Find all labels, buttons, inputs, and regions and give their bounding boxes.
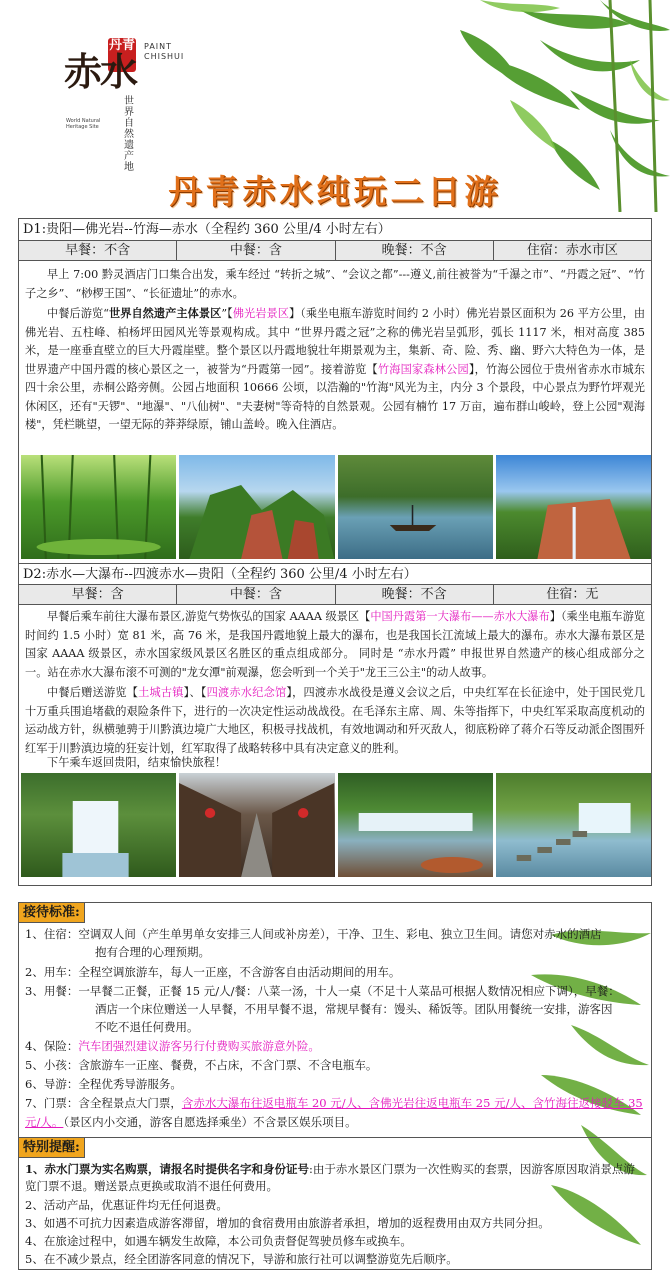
service-item-lodging [25,925,645,944]
day1-lodging: 住宿：赤水市区 [526,243,618,258]
item-text: 空调双人间（产生单男单女安排三人间或补房差），干净、卫生、彩电、独立卫生间。请您对赤水的酒店 [78,927,602,941]
logo-main-text: 赤水 [64,49,137,94]
chishui-logo-icon [62,38,185,173]
service-item-meals-cont: 酒店一个床位赠送一人早餐，不用早餐不退，常规早餐有：馒头、稀饭等。团队用餐统一安排，游客因 [95,1002,613,1016]
logo-seal: 丹青 [108,38,136,72]
highlight-foguangyan: 佛光岩景区 [232,307,289,320]
day1-dinner: 晚餐：不含 [336,241,494,260]
text-span: 】（乘坐电瓶车游览时间约 2 小时）佛光岩景区面积为 26 平方公里，由佛光岩、五柱峰、柏杨坪田园风光等景观构成。其中 “世界丹霞之冠”之称的佛光岩呈弧形，弧长 1117 米，相对高度 385 米，是一座垂直壁立的巨大丹霞崖壁。整个景区以丹霞地貌壮年期景观为主，集新、奇、险、秀、幽、野六大特色为一体，是世界遗产中国丹霞的核心景区之一，被誉为“丹霞第一园”。接着游览【 [25,307,646,376]
ancient-street-photo [179,773,334,877]
logo-subtitle: World Natural Heritage Site [66,118,101,130]
item-text: （景区内小交通，游客自愿选择乘坐）不含景区娱乐项目。 [63,1114,357,1129]
text-span: 】（乘坐电瓶车游览时间约 1.5 小时）宽 81 米，高 76 米，是我国丹霞地貌上最大的瀑布，也是我国长江流域上最大的瀑布。赤水大瀑布景区是国家 AAAA 级景区，赤水国家级风景区名胜区的重点组成部分。 同时是 “赤水丹霞” 申报世界自然遗产的核心组成部分之一。站在赤水大瀑布滚不可测的"龙女潭"前观瀑，您会听到一个关于"龙王三公主"的动人故事。 [25,610,645,679]
waterfall-photo [21,773,176,877]
day1-lunch: 中餐：含 [177,241,335,260]
notice-text: :由于赤水景区门票为一次性购买的套票，因游客原因取消景点游览门票不退。赠送景点更换或取消不退任何费用。 [25,1162,635,1193]
highlight-tucheng: 土城古镇 [138,686,184,699]
item-text: 含全程景点大门票， [78,1096,182,1110]
notice-item-5: 5、在不减少景点，经全团游客同意的情况下，导游和旅行社可以调整游览先后顺序。 [25,1252,458,1266]
cliff-waterfall-photo [496,455,651,559]
item-text: 汽车团强烈建议游客另行付费购买旅游意外险。 [78,1039,320,1053]
day1-heading: D1:贵阳—佛光岩--竹海—赤水（全程约 360 公里/4 小时左右） [19,219,651,241]
river-boat-photo [338,455,493,559]
text-span: 中餐后赠送游览【 [47,686,139,699]
day2-lunch: 中餐：含 [177,585,335,604]
highlight-waterfall: 中国丹霞第一大瀑布——赤水大瀑布 [370,610,550,623]
item-label: 2、用车： [25,965,79,979]
highlight-zhuhai: 竹海国家森林公园 [377,362,469,376]
stepping-stones-photo [496,773,651,877]
item-label: 1、住宿： [25,927,79,941]
text-span: ”【 [221,307,233,320]
day2-lodging: 住宿：无 [546,587,599,602]
service-standard-label: 接待标准: [19,903,85,923]
service-item-insurance [25,1037,645,1056]
service-item-tickets [25,1094,645,1131]
text-span: 】，四渡赤水战役是遵义会议之后，中央红军在长征途中，处于国民党几十万重兵围追堵截的艰险条件下，进行的一次决定性运动战战役。在毛泽东主席、周、朱等指挥下，中央红军采取高度机动的运动战方针，纵横驰骋于川黔滇边境广大地区，积极寻找战机，有效地调动和歼灭敌人，彻底粉碎了蒋介石等反动派企图围歼红军于川黔滇边境的狂妄计划，红军取得了战略转移中具有决定意义的胜利。 [25,686,645,755]
day1-breakfast: 早餐：不含 [19,241,177,260]
text-span: 】，竹海公园位于贵州省赤水市城东四十余公里，赤桐公路旁侧。公园占地面积 10666 公顷，以浩瀚的"竹海"风光为主，内分 3 个景段，中心景点为野竹坪观光休闲区，还有"天锣"、"地瀑"、"八仙树"、"夫妻树"等奇特的自然景观。公园有楠竹 17 万亩，遍布群山峻岭，登上公园"观海楼"，凭栏眺望，一望无际的莽莽绿原，铺山盖岭。晚入住酒店。 [25,362,645,431]
item-label: 7、门票： [25,1096,79,1110]
notice-item-2: 2、活动产品，优惠证件均无任何退费。 [25,1198,228,1212]
special-notice-label: 特别提醒: [19,1138,85,1158]
day2-breakfast: 早餐：含 [19,585,177,604]
text-span: 】、【 [183,686,207,699]
day2-paragraph-2 [25,684,645,758]
item-text: 一早餐二正餐，正餐 15 元/人/餐：八菜一汤，十人一桌（不足十人菜品可根据人数情况相应下调），早餐： [78,984,620,998]
service-item-children [25,1056,645,1075]
day1-photo-strip [21,455,651,559]
service-item-meals-cont2: 不吃不退任何费用。 [95,1020,199,1034]
notice-item-1 [25,1161,645,1195]
logo-english: PAINT CHISHUI [144,42,185,61]
ticket-shuttle-link[interactable]: 含赤水大瀑布往返电瓶车 20 元/人、含佛光岩往返电瓶车 25 元/人、含竹海往返接驳车 35 元/人。 [25,1096,643,1129]
item-text: 全程空调旅游车，每人一正座，不含游客自由活动期间的用车。 [78,965,401,979]
service-item-vehicle [25,963,645,982]
service-item-meals [25,982,645,1001]
item-label: 4、保险： [25,1039,79,1053]
danxia-cliff-photo [179,455,334,559]
day1-meals [19,241,651,261]
item-text: 含旅游车一正座、餐费，不占床，不含门票、不含电瓶车。 [78,1058,378,1072]
day1-paragraph-2 [25,304,645,435]
day2-paragraph-1 [25,608,645,682]
highlight-heritage: 世界自然遗产主体景区 [108,306,222,320]
notice-item-3: 3、如遇不可抗力因素造成游客滞留，增加的食宿费用由旅游者承担，增加的返程费用由双方共同分担。 [25,1216,550,1230]
logo-tagline: 世界自然遗产地 [124,96,134,173]
notice-bold: 1、赤水门票为实名购票，请报名时提供名字和身份证号 [25,1162,309,1176]
text-span: 中餐后游览“ [47,307,109,320]
item-label: 6、导游： [25,1077,79,1091]
day2-photo-strip [21,773,651,877]
service-item-lodging-cont: 抱有合理的心理预期。 [95,945,210,959]
day2-meals [19,585,651,605]
item-text: 全程优秀导游服务。 [78,1077,182,1091]
itinerary-box [18,218,652,886]
item-label: 3、用餐： [25,984,79,998]
notice-item-4: 4、在旅途过程中，如遇车辆发生故障，本公司负责督促驾驶员修车或换车。 [25,1234,412,1248]
info-box [18,902,652,1270]
day2-paragraph-3: 下午乘车返回贵阳，结束愉快旅程！ [47,756,227,769]
bamboo-forest-photo [21,455,176,559]
day1-paragraph-1: 早上 7:00 黔灵酒店门口集合出发，乘车经过 “转折之城”、“会议之都”---遵义,前往被誉为“千瀑之市”、“丹霞之冠”、“竹子之乡”、“桫椤王国”、“长征遗址”的赤水。 [25,268,645,300]
highlight-memorial: 四渡赤水纪念馆 [206,686,287,699]
page-header [0,0,670,212]
page-title: 丹青赤水纯玩二日游 [168,172,502,211]
text-span: 早餐后乘车前往大瀑布景区,游览气势恢弘的国家 AAAA 级景区【 [47,610,371,623]
service-item-guide [25,1075,645,1094]
day2-dinner: 晚餐：不含 [336,585,494,604]
section-divider [19,1137,651,1138]
item-label: 5、小孩： [25,1058,79,1072]
day2-heading: D2:赤水—大瀑布--四渡赤水—贵阳（全程约 360 公里/4 小时左右） [19,563,651,585]
cascade-photo [338,773,493,877]
